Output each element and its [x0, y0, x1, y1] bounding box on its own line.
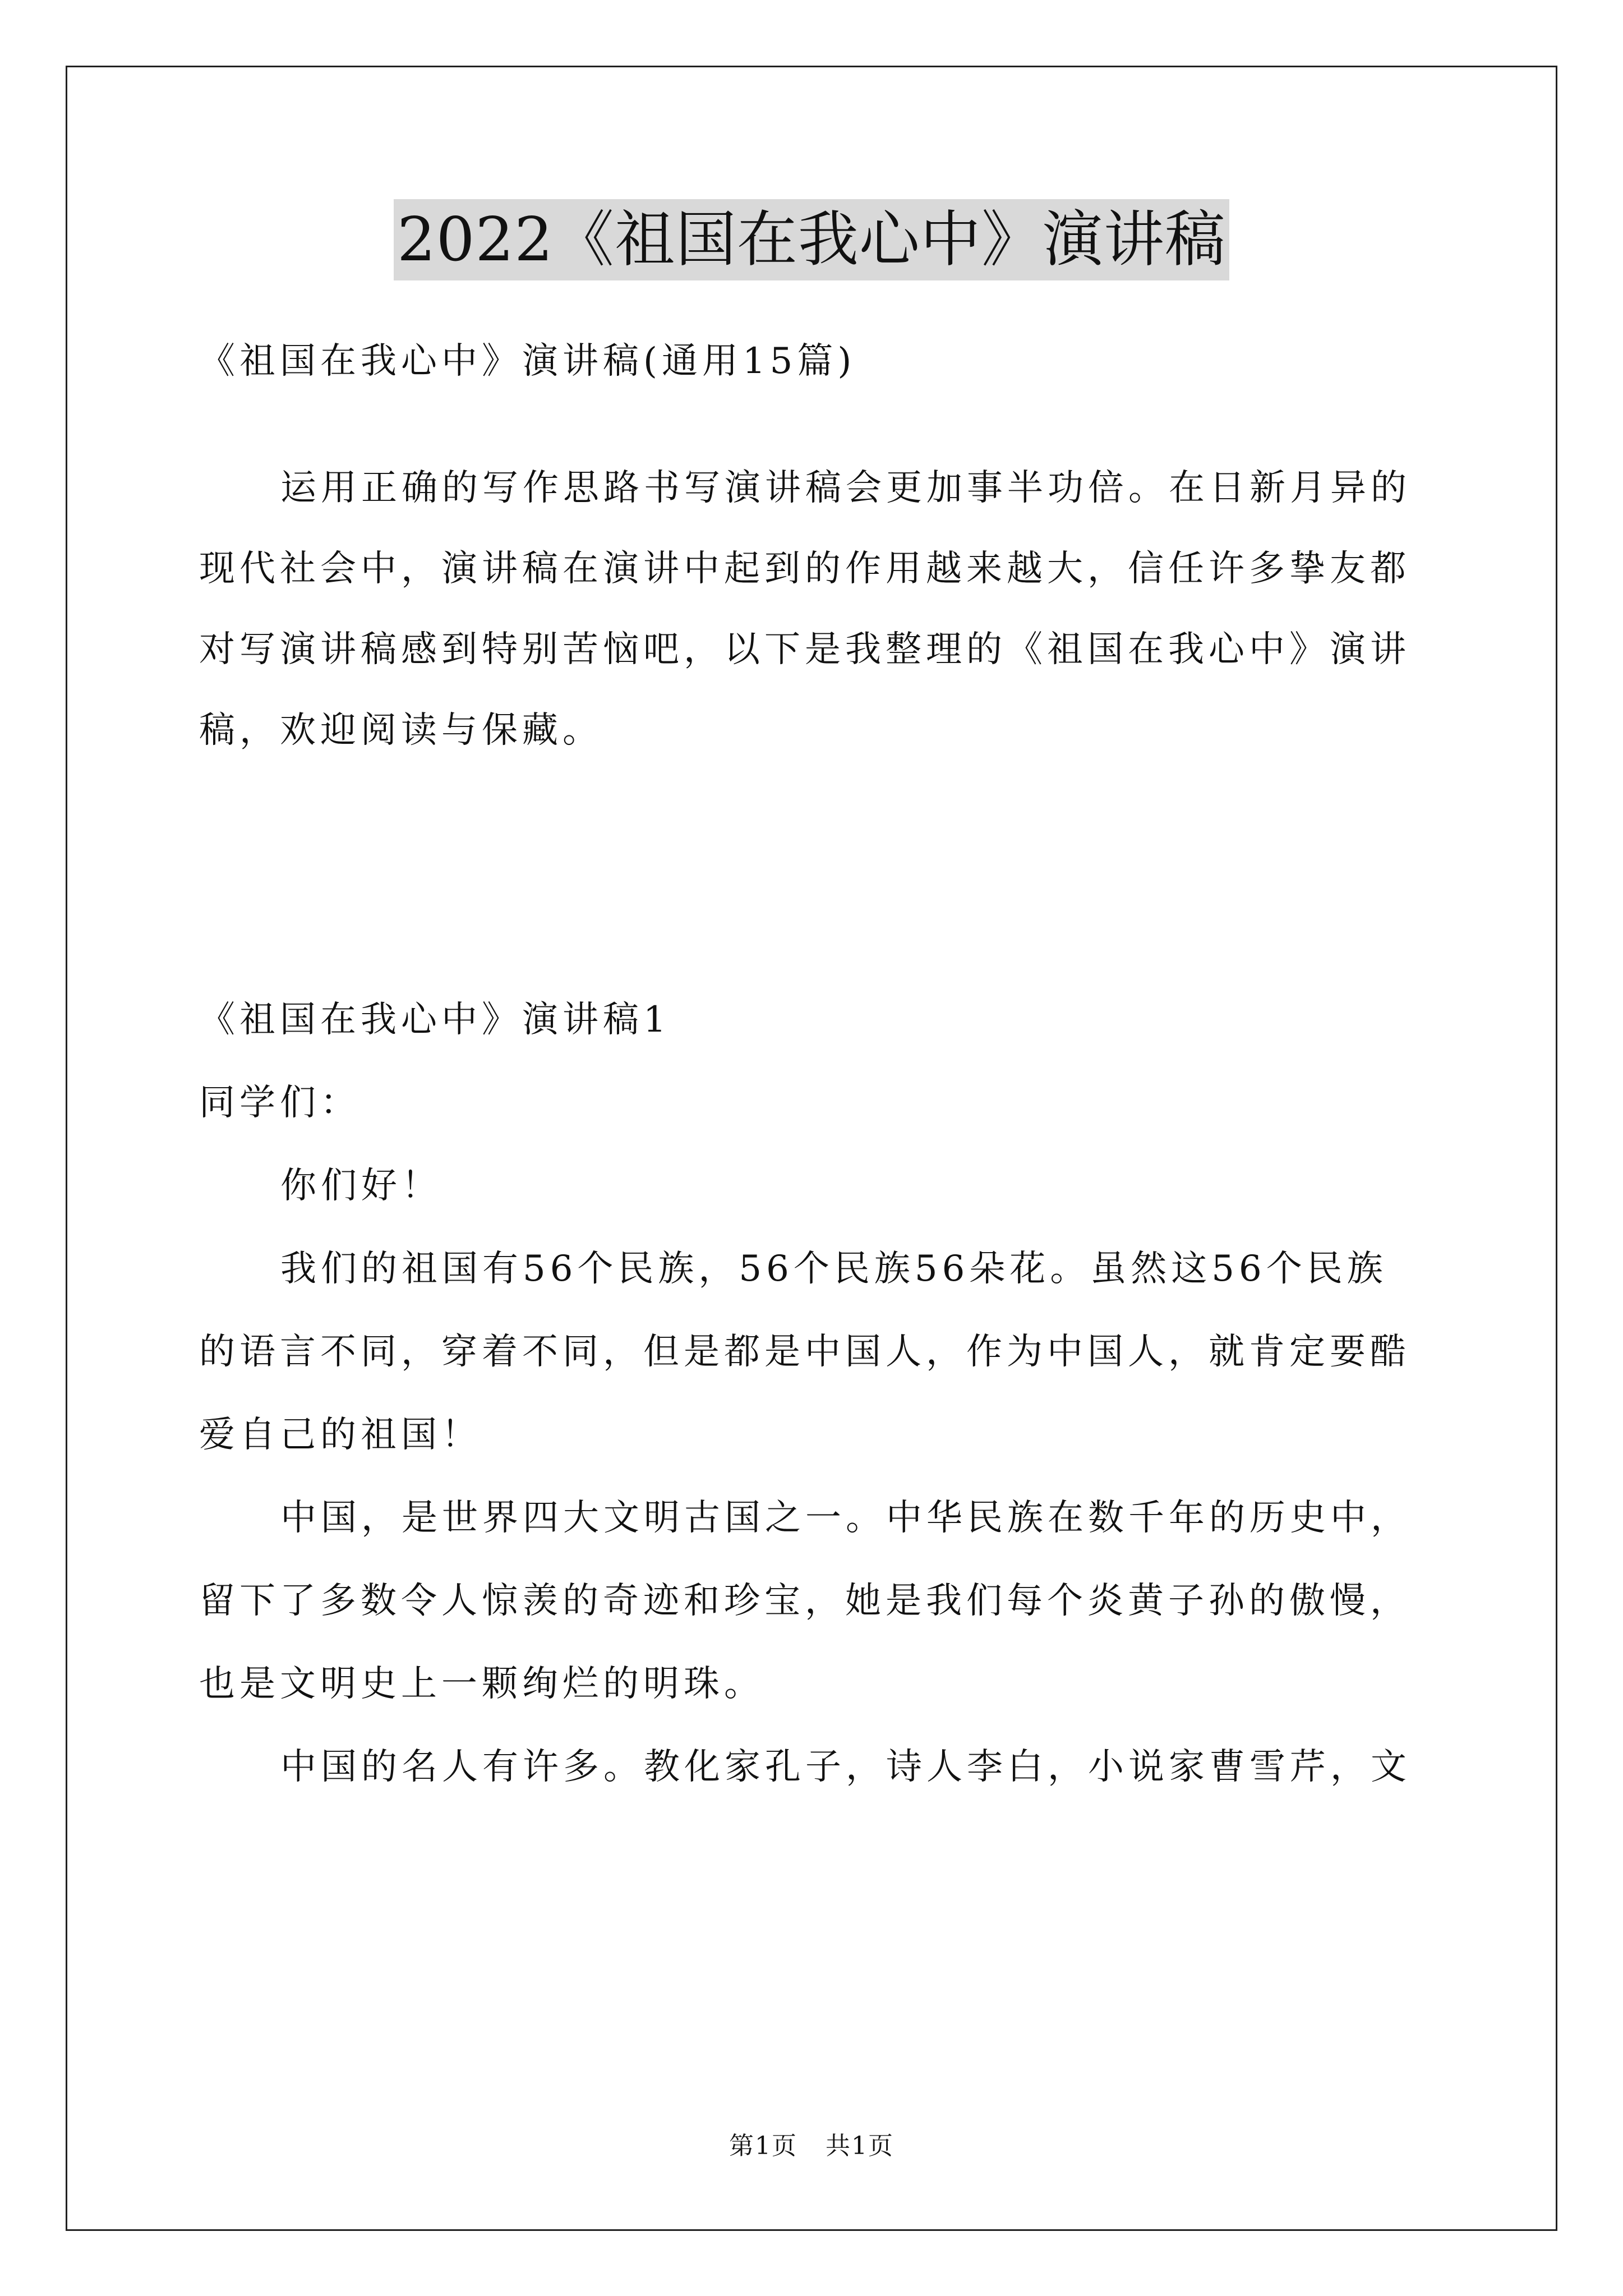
intro-line-1: 运用正确的写作思路书写演讲稿会更加事半功倍。在日新月异的 — [280, 467, 1411, 509]
document-title: 2022《祖国在我心中》演讲稿 — [394, 199, 1229, 280]
para2-line-2: 留下了多数令人惊羡的奇迹和珍宝，她是我们每个炎黄子孙的傲慢， — [199, 1580, 1410, 1622]
page-number-total: 共1页 — [826, 2132, 894, 2160]
para3-line-1: 中国的名人有许多。教化家孔子，诗人李白，小说家曹雪芹，文 — [280, 1746, 1411, 1788]
salutation: 同学们： — [199, 1082, 361, 1124]
para1-line-3: 爱自己的祖国！ — [199, 1414, 482, 1456]
title-container — [0, 199, 1623, 280]
intro-line-2: 现代社会中，演讲稿在演讲中起到的作用越来越大，信任许多挚友都 — [199, 548, 1410, 590]
para2-line-1: 中国，是世界四大文明古国之一。中华民族在数千年的历史中， — [280, 1497, 1411, 1539]
document-subtitle: 《祖国在我心中》演讲稿(通用15篇) — [199, 341, 856, 382]
page-footer — [0, 2129, 1623, 2163]
intro-line-3: 对写演讲稿感到特别苦恼吧，以下是我整理的《祖国在我心中》演讲 — [199, 629, 1410, 670]
page-number-current: 第1页 — [729, 2132, 797, 2160]
para1-line-2: 的语言不同，穿着不同，但是都是中国人，作为中国人，就肯定要酷 — [199, 1331, 1410, 1373]
greeting: 你们好！ — [280, 1165, 442, 1207]
section-heading: 《祖国在我心中》演讲稿1 — [199, 999, 671, 1041]
para2-line-3: 也是文明史上一颗绚烂的明珠。 — [199, 1663, 764, 1705]
para1-line-1: 我们的祖国有56个民族，56个民族56朵花。虽然这56个民族 — [280, 1248, 1387, 1290]
intro-line-4: 稿，欢迎阅读与保藏。 — [199, 710, 603, 751]
